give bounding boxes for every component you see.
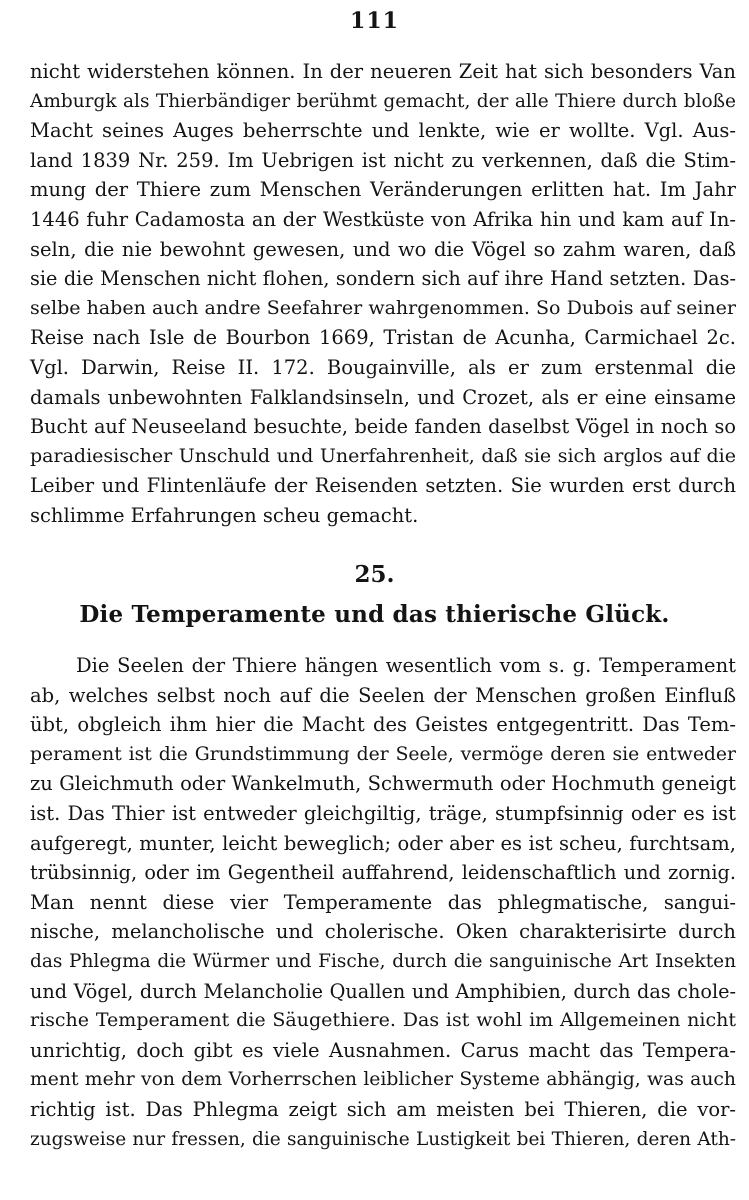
text-line: richtig ist. Das Phlegma zeigt sich am meisten bei Thieren, die vor-	[30, 1097, 736, 1121]
text-line: aufgeregt, munter, leicht beweglich; oder aber es ist scheu, furchtsam,	[30, 831, 736, 855]
section-number: 25.	[354, 561, 395, 588]
text-line: Die Seelen der Thiere hängen wesentlich vom s. g. Temperament	[76, 654, 736, 677]
text-line: ment mehr von dem Vorherrschen leiblicher Systeme abhängig, was auch	[30, 1069, 736, 1091]
text-line: mung der Thiere zum Menschen Veränderungen erlitten hat. Im Jahr	[30, 178, 736, 202]
text-line: sie die Menschen nicht flohen, sondern sich auf ihre Hand setzten. Das-	[30, 267, 736, 291]
text-line: damals unbewohnten Falklandsinseln, und Crozet, als er eine einsame	[30, 385, 736, 409]
text-line: Amburgk als Thierbändiger berühmt gemacht, der alle Thiere durch bloße	[30, 90, 736, 112]
text-line: Vgl. Darwin, Reise II. 172. Bougainville, als er zum erstenmal die	[30, 355, 736, 379]
text-line: Leiber und Flintenläufe der Reisenden setzten. Sie wurden erst durch	[30, 474, 736, 498]
text-line: zu Gleichmuth oder Wankelmuth, Schwermuth oder Hochmuth geneigt	[30, 772, 736, 796]
text-line: selbe haben auch andre Seefahrer wahrgenommen. So Dubois auf seiner	[30, 296, 736, 319]
text-line: nicht widerstehen können. In der neueren Zeit hat sich besonders Van	[30, 60, 736, 83]
text-line: Reise nach Isle de Bourbon 1669, Tristan de Acunha, Carmichael 2c.	[30, 326, 736, 350]
text-line: das Phlegma die Würmer und Fische, durch die sanguinische Art Insekten	[30, 950, 736, 972]
text-line: schlimme Erfahrungen scheu gemacht.	[30, 503, 419, 527]
text-line: 1446 fuhr Cadamosta an der Westküste von Afrika hin und kam auf In-	[30, 207, 736, 231]
text-line: nische, melancholische und cholerische. Oken charakterisirte durch	[30, 920, 736, 944]
text-line: zugsweise nur fressen, die sanguinische Lustigkeit bei Thieren, deren Ath-	[30, 1128, 736, 1150]
section-title: Die Temperamente und das thierische Glück.	[79, 601, 670, 628]
text-line: rische Temperament die Säugethiere. Das ist wohl im Allgemeinen nicht	[30, 1009, 736, 1032]
text-line: trübsinnig, oder im Gegentheil auffahrend, leidenschaftlich und zornig.	[30, 861, 736, 885]
text-line: Macht seines Auges beherrschte und lenkte, wie er wollte. Vgl. Aus-	[30, 119, 736, 143]
text-line: übt, obgleich ihm hier die Macht des Geistes entgegentritt. Das Tem-	[30, 713, 736, 737]
text-line: seln, die nie bewohnt gewesen, und wo die Vögel so zahm waren, daß	[30, 237, 736, 261]
text-line: ist. Das Thier ist entweder gleichgiltig, träge, stumpfsinnig oder es ist	[30, 801, 736, 825]
text-line: land 1839 Nr. 259. Im Uebrigen ist nicht zu verkennen, daß die Stim-	[30, 148, 736, 172]
text-line: Bucht auf Neuseeland besuchte, beide fanden daselbst Vögel in noch so	[30, 415, 736, 439]
page-number: 111	[350, 8, 399, 34]
text-line: und Vögel, durch Melancholie Quallen und Amphibien, durch das chole-	[30, 979, 736, 1003]
text-line: paradiesischer Unschuld und Unerfahrenheit, daß sie sich arglos auf die	[30, 444, 736, 467]
text-line: Man nennt diese vier Temperamente das phlegmatische, sangui-	[30, 890, 736, 914]
text-line: unrichtig, doch gibt es viele Ausnahmen. Carus macht das Tempera-	[30, 1038, 736, 1062]
paragraph-2	[30, 651, 736, 1154]
text-line: perament ist die Grundstimmung der Seele, vermöge deren sie entweder	[30, 743, 736, 765]
paragraph-1	[30, 57, 736, 531]
text-line: ab, welches selbst noch auf die Seelen der Menschen großen Einfluß	[30, 683, 736, 707]
